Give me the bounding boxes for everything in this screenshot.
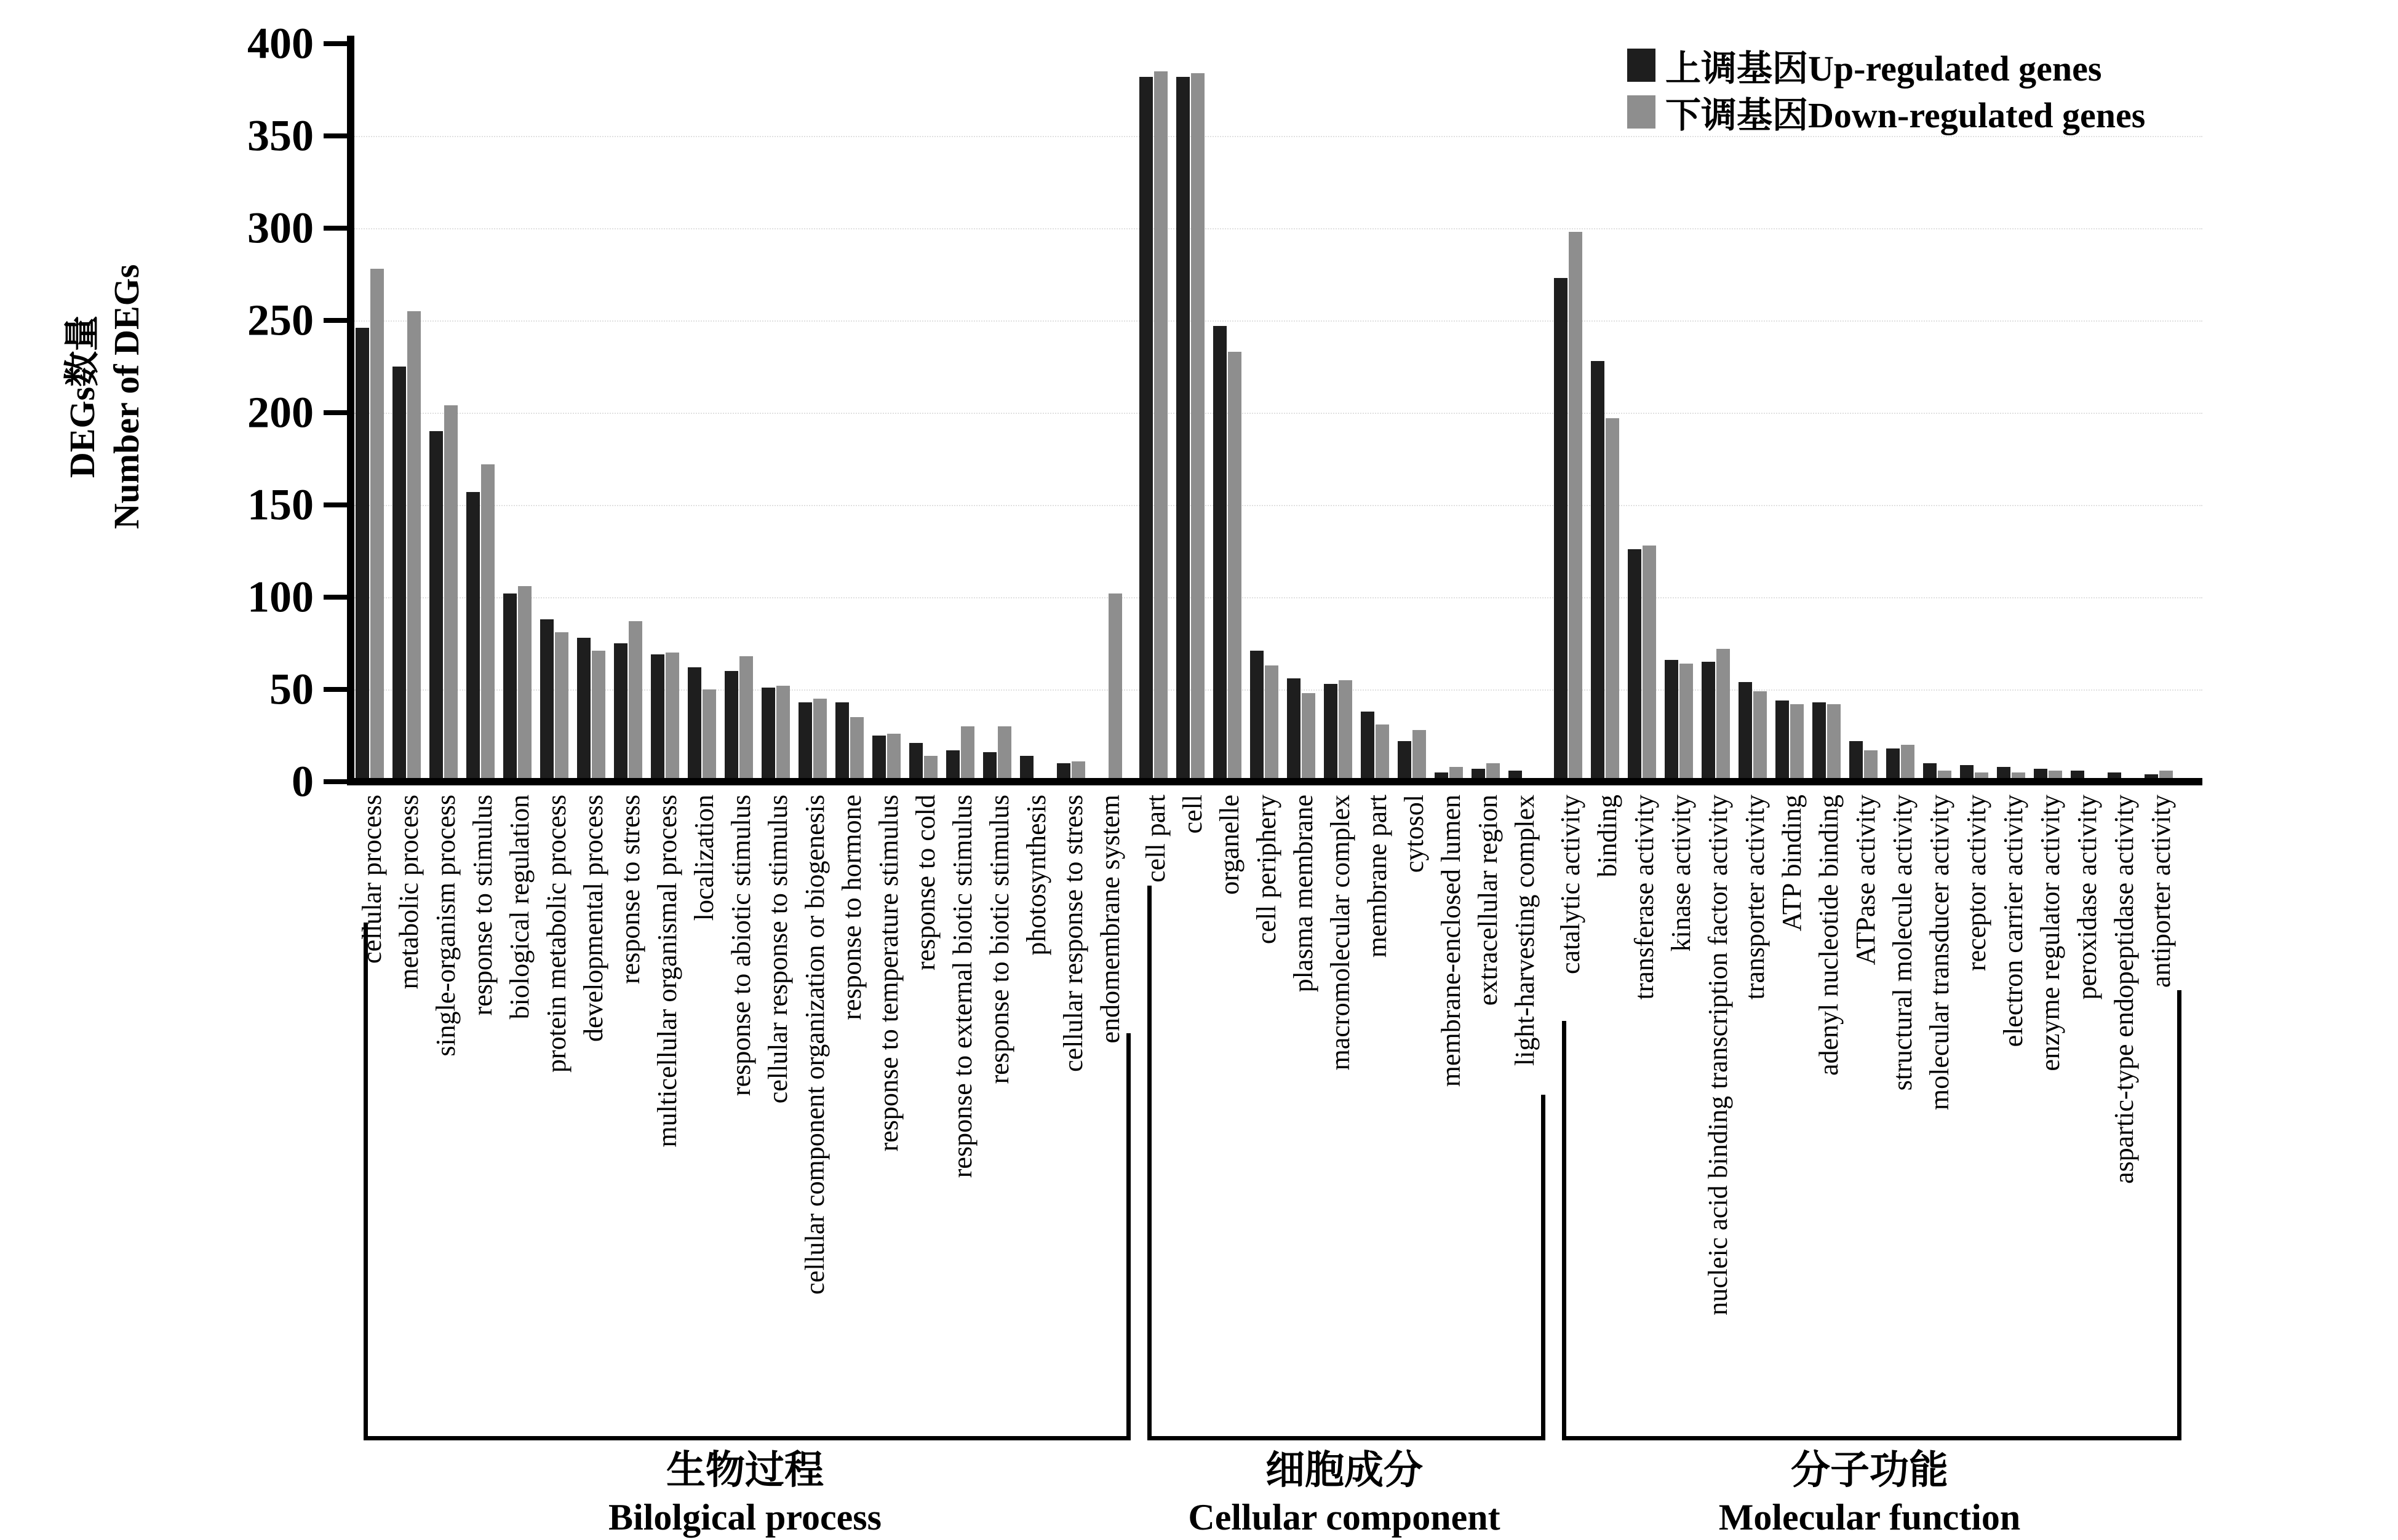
bar-up-membrane-part bbox=[1361, 712, 1374, 782]
category-label-atpase-activity: ATPase activity bbox=[1850, 795, 1881, 966]
category-label-electron-carrier-activity: electron carrier activity bbox=[1998, 795, 2028, 1047]
bar-up-response-to-temperature-stimulus bbox=[872, 736, 886, 782]
category-label-response-to-stress: response to stress bbox=[615, 795, 645, 984]
y-tick-200 bbox=[324, 410, 347, 415]
bar-down-response-to-temperature-stimulus bbox=[887, 734, 901, 782]
bar-up-cellular-process bbox=[356, 328, 369, 782]
category-label-cellular-component-organization-or-biogenesis: cellular component organization or biogenesis bbox=[800, 795, 830, 1295]
bar-down-protein-metabolic-process bbox=[555, 632, 568, 782]
category-label-macromolecular-complex: macromolecular complex bbox=[1325, 795, 1355, 1071]
bar-up-transporter-activity bbox=[1739, 682, 1752, 782]
bar-down-response-to-stimulus bbox=[481, 464, 495, 782]
bar-down-cell-part bbox=[1154, 71, 1168, 782]
y-tick-label-0: 0 bbox=[292, 756, 314, 806]
category-label-catalytic-activity: catalytic activity bbox=[1555, 795, 1585, 974]
bar-up-adenyl-nucleotide-binding bbox=[1812, 702, 1826, 782]
bracket-left-0 bbox=[364, 923, 368, 1440]
bracket-left-1 bbox=[1147, 886, 1152, 1440]
bar-down-binding bbox=[1606, 418, 1619, 782]
bar-down-metabolic-process bbox=[407, 311, 421, 782]
y-axis-title-en: Number of DEGs bbox=[106, 264, 146, 530]
category-label-binding: binding bbox=[1592, 795, 1622, 878]
group-label-en-1: Cellular component bbox=[1188, 1497, 1500, 1538]
category-label-nucleic-acid-binding-transcription-factor-activity: nucleic acid binding transcription factor activity bbox=[1703, 795, 1733, 1316]
category-label-photosynthesis: photosynthesis bbox=[1021, 795, 1051, 956]
group-label-en-2: Molecular function bbox=[1718, 1497, 2021, 1538]
y-tick-300 bbox=[324, 226, 347, 231]
bar-down-adenyl-nucleotide-binding bbox=[1827, 704, 1841, 782]
bar-up-single-organism-process bbox=[429, 431, 443, 782]
bar-up-binding bbox=[1591, 361, 1604, 782]
category-label-structural-molecule-activity: structural molecule activity bbox=[1887, 795, 1918, 1091]
bar-down-atpase-activity bbox=[1864, 750, 1878, 782]
bracket-bottom-0 bbox=[364, 1436, 1131, 1440]
category-label-cellular-response-to-stimulus: cellular response to stimulus bbox=[763, 795, 793, 1104]
x-axis-line bbox=[347, 778, 2202, 785]
y-tick-400 bbox=[324, 41, 347, 46]
bar-down-macromolecular-complex bbox=[1339, 680, 1352, 782]
y-tick-label-50: 50 bbox=[269, 664, 314, 714]
category-label-extracellular-region: extracellular region bbox=[1473, 795, 1503, 1006]
bar-down-plasma-membrane bbox=[1302, 693, 1315, 782]
category-label-localization: localization bbox=[689, 795, 719, 921]
bar-down-nucleic-acid-binding-transcription-factor-activity bbox=[1716, 649, 1730, 782]
gridline-100 bbox=[354, 597, 2202, 598]
bar-down-kinase-activity bbox=[1679, 664, 1693, 782]
category-label-kinase-activity: kinase activity bbox=[1666, 795, 1696, 952]
y-tick-150 bbox=[324, 502, 347, 507]
bar-down-transferase-activity bbox=[1643, 546, 1656, 782]
bar-down-transporter-activity bbox=[1753, 691, 1767, 782]
bar-up-response-to-cold bbox=[909, 743, 923, 782]
category-label-protein-metabolic-process: protein metabolic process bbox=[541, 795, 572, 1073]
bar-down-cytosol bbox=[1412, 730, 1426, 782]
bracket-bottom-1 bbox=[1147, 1436, 1545, 1440]
bar-up-atpase-activity bbox=[1849, 741, 1863, 782]
legend-row-down bbox=[1627, 89, 2145, 135]
bar-up-response-to-stress bbox=[614, 643, 627, 782]
bracket-left-2 bbox=[1562, 1021, 1566, 1440]
y-tick-label-250: 250 bbox=[247, 295, 314, 345]
category-label-atp-binding: ATP binding bbox=[1777, 795, 1807, 932]
bar-up-protein-metabolic-process bbox=[540, 619, 554, 782]
category-label-transporter-activity: transporter activity bbox=[1740, 795, 1770, 1000]
category-label-response-to-abiotic-stimulus: response to abiotic stimulus bbox=[726, 795, 756, 1097]
y-axis-line bbox=[347, 36, 354, 785]
bar-up-organelle bbox=[1213, 326, 1227, 782]
bar-down-cellular-component-organization-or-biogenesis bbox=[813, 699, 827, 782]
bar-up-nucleic-acid-binding-transcription-factor-activity bbox=[1702, 662, 1715, 782]
category-label-cell-periphery: cell periphery bbox=[1251, 795, 1281, 945]
y-tick-label-300: 300 bbox=[247, 203, 314, 253]
bar-down-organelle bbox=[1228, 352, 1241, 782]
bar-down-biological-regulation bbox=[518, 586, 532, 782]
category-label-response-to-cold: response to cold bbox=[910, 795, 941, 970]
bar-down-response-to-stress bbox=[629, 621, 642, 782]
bar-up-structural-molecule-activity bbox=[1886, 748, 1900, 782]
bar-up-response-to-external-biotic-stimulus bbox=[946, 750, 960, 782]
bar-down-response-to-biotic-stimulus bbox=[998, 726, 1011, 782]
bracket-right-0 bbox=[1126, 1033, 1131, 1440]
category-label-receptor-activity: receptor activity bbox=[1961, 795, 1991, 972]
bar-down-structural-molecule-activity bbox=[1901, 745, 1914, 782]
group-label-zh-2: 分子功能 bbox=[1791, 1448, 1948, 1492]
category-label-enzyme-regulator-activity: enzyme regulator activity bbox=[2035, 795, 2065, 1071]
bar-up-transferase-activity bbox=[1628, 549, 1641, 782]
group-label-zh-1: 细胞成分 bbox=[1265, 1448, 1423, 1492]
bar-down-developmental-process bbox=[592, 651, 605, 782]
category-label-peroxidase-activity: peroxidase activity bbox=[2072, 795, 2102, 1000]
bar-up-plasma-membrane bbox=[1287, 678, 1301, 782]
bar-up-kinase-activity bbox=[1665, 660, 1678, 782]
category-label-molecular-transducer-activity: molecular transducer activity bbox=[1924, 795, 1954, 1111]
category-label-biological-regulation: biological regulation bbox=[504, 795, 535, 1020]
bar-up-response-to-stimulus bbox=[466, 492, 480, 782]
y-tick-label-150: 150 bbox=[247, 480, 314, 530]
group-label-zh-0: 生物过程 bbox=[666, 1448, 824, 1492]
y-tick-0 bbox=[324, 779, 347, 784]
y-tick-label-200: 200 bbox=[247, 387, 314, 437]
gridline-300 bbox=[354, 228, 2202, 229]
bar-up-cellular-response-to-stimulus bbox=[762, 688, 775, 782]
category-label-membrane-enclosed-lumen: membrane-enclosed lumen bbox=[1436, 795, 1466, 1087]
category-label-endomembrane-system: endomembrane system bbox=[1095, 795, 1125, 1044]
category-label-aspartic-type-endopeptidase-activity: aspartic-type endopeptidase activity bbox=[2109, 795, 2139, 1184]
bar-up-developmental-process bbox=[577, 638, 591, 782]
category-label-response-to-biotic-stimulus: response to biotic stimulus bbox=[984, 795, 1014, 1084]
bar-up-multicellular-organismal-process bbox=[651, 654, 664, 782]
bar-down-endomembrane-system bbox=[1109, 593, 1122, 782]
bracket-bottom-2 bbox=[1562, 1436, 2181, 1440]
y-axis-title bbox=[60, 264, 149, 530]
bar-up-response-to-hormone bbox=[835, 702, 849, 782]
bracket-right-1 bbox=[1541, 1095, 1545, 1440]
legend-row-up bbox=[1627, 42, 2145, 89]
y-tick-label-100: 100 bbox=[247, 572, 314, 622]
legend bbox=[1627, 42, 2145, 135]
bar-up-cytosol bbox=[1398, 741, 1411, 782]
category-label-response-to-external-biotic-stimulus: response to external biotic stimulus bbox=[947, 795, 978, 1178]
y-tick-250 bbox=[324, 318, 347, 323]
category-label-plasma-membrane: plasma membrane bbox=[1288, 795, 1318, 993]
bar-down-response-to-hormone bbox=[850, 717, 864, 782]
down-series-label: 下调基因Down-regulated genes bbox=[1665, 95, 2146, 135]
bar-down-catalytic-activity bbox=[1569, 232, 1582, 782]
bar-up-localization bbox=[688, 667, 701, 782]
y-tick-label-350: 350 bbox=[247, 111, 314, 161]
bar-up-cell bbox=[1176, 77, 1190, 782]
category-label-response-to-stimulus: response to stimulus bbox=[468, 795, 498, 1016]
category-label-cellular-process: cellular process bbox=[357, 795, 387, 964]
y-tick-50 bbox=[324, 687, 347, 692]
category-label-developmental-process: developmental process bbox=[578, 795, 608, 1042]
category-label-response-to-temperature-stimulus: response to temperature stimulus bbox=[874, 795, 904, 1152]
up-series-label: 上调基因Up-regulated genes bbox=[1665, 49, 2102, 89]
bar-down-atp-binding bbox=[1790, 704, 1804, 782]
category-label-cytosol: cytosol bbox=[1399, 795, 1429, 873]
bar-down-cellular-response-to-stimulus bbox=[776, 686, 790, 782]
gridline-250 bbox=[354, 320, 2202, 322]
bar-up-cell-part bbox=[1139, 77, 1153, 782]
group-label-0 bbox=[468, 1447, 1022, 1540]
y-tick-100 bbox=[324, 595, 347, 600]
y-axis-title-zh: DEGs数量 bbox=[62, 315, 102, 478]
bracket-right-2 bbox=[2177, 990, 2181, 1440]
y-tick-350 bbox=[324, 133, 347, 138]
category-label-light-harvesting-complex: light-harvesting complex bbox=[1510, 795, 1540, 1066]
bar-up-macromolecular-complex bbox=[1324, 684, 1337, 782]
bar-up-catalytic-activity bbox=[1554, 278, 1567, 782]
category-label-cell-part: cell part bbox=[1141, 795, 1171, 883]
y-tick-label-400: 400 bbox=[247, 18, 314, 68]
category-label-single-organism-process: single-organism process bbox=[431, 795, 461, 1057]
bar-up-response-to-abiotic-stimulus bbox=[725, 671, 738, 782]
group-label-2 bbox=[1593, 1447, 2146, 1540]
category-label-cell: cell bbox=[1177, 795, 1208, 834]
category-label-metabolic-process: metabolic process bbox=[394, 795, 424, 990]
bar-down-cell bbox=[1191, 73, 1205, 782]
category-label-multicellular-organismal-process: multicellular organismal process bbox=[652, 795, 682, 1148]
bar-up-metabolic-process bbox=[392, 367, 406, 782]
bar-down-cellular-process bbox=[370, 269, 384, 782]
bar-down-single-organism-process bbox=[444, 405, 458, 782]
gridline-150 bbox=[354, 505, 2202, 506]
bar-down-multicellular-organismal-process bbox=[666, 653, 679, 782]
gridline-200 bbox=[354, 413, 2202, 414]
down-series-swatch bbox=[1627, 95, 1655, 129]
category-label-adenyl-nucleotide-binding: adenyl nucleotide binding bbox=[1814, 795, 1844, 1076]
bar-up-cellular-component-organization-or-biogenesis bbox=[799, 702, 812, 782]
bar-down-localization bbox=[703, 689, 716, 782]
bar-up-atp-binding bbox=[1775, 701, 1789, 782]
category-label-organelle: organelle bbox=[1214, 795, 1245, 895]
bar-up-cell-periphery bbox=[1250, 651, 1264, 782]
group-label-1 bbox=[1067, 1447, 1621, 1540]
bar-down-response-to-external-biotic-stimulus bbox=[961, 726, 974, 782]
bar-down-response-to-abiotic-stimulus bbox=[739, 656, 753, 782]
category-label-response-to-hormone: response to hormone bbox=[837, 795, 867, 1020]
category-label-membrane-part: membrane part bbox=[1362, 795, 1392, 958]
category-label-transferase-activity: transferase activity bbox=[1629, 795, 1659, 1000]
bar-down-membrane-part bbox=[1376, 724, 1389, 782]
up-series-swatch bbox=[1627, 49, 1655, 82]
category-label-antiporter-activity: antiporter activity bbox=[2146, 795, 2176, 988]
group-label-en-0: Bilolgical process bbox=[608, 1497, 882, 1538]
bar-up-biological-regulation bbox=[503, 593, 517, 782]
bar-up-response-to-biotic-stimulus bbox=[983, 752, 997, 782]
category-label-cellular-response-to-stress: cellular response to stress bbox=[1058, 795, 1088, 1072]
bar-down-cell-periphery bbox=[1265, 665, 1278, 782]
